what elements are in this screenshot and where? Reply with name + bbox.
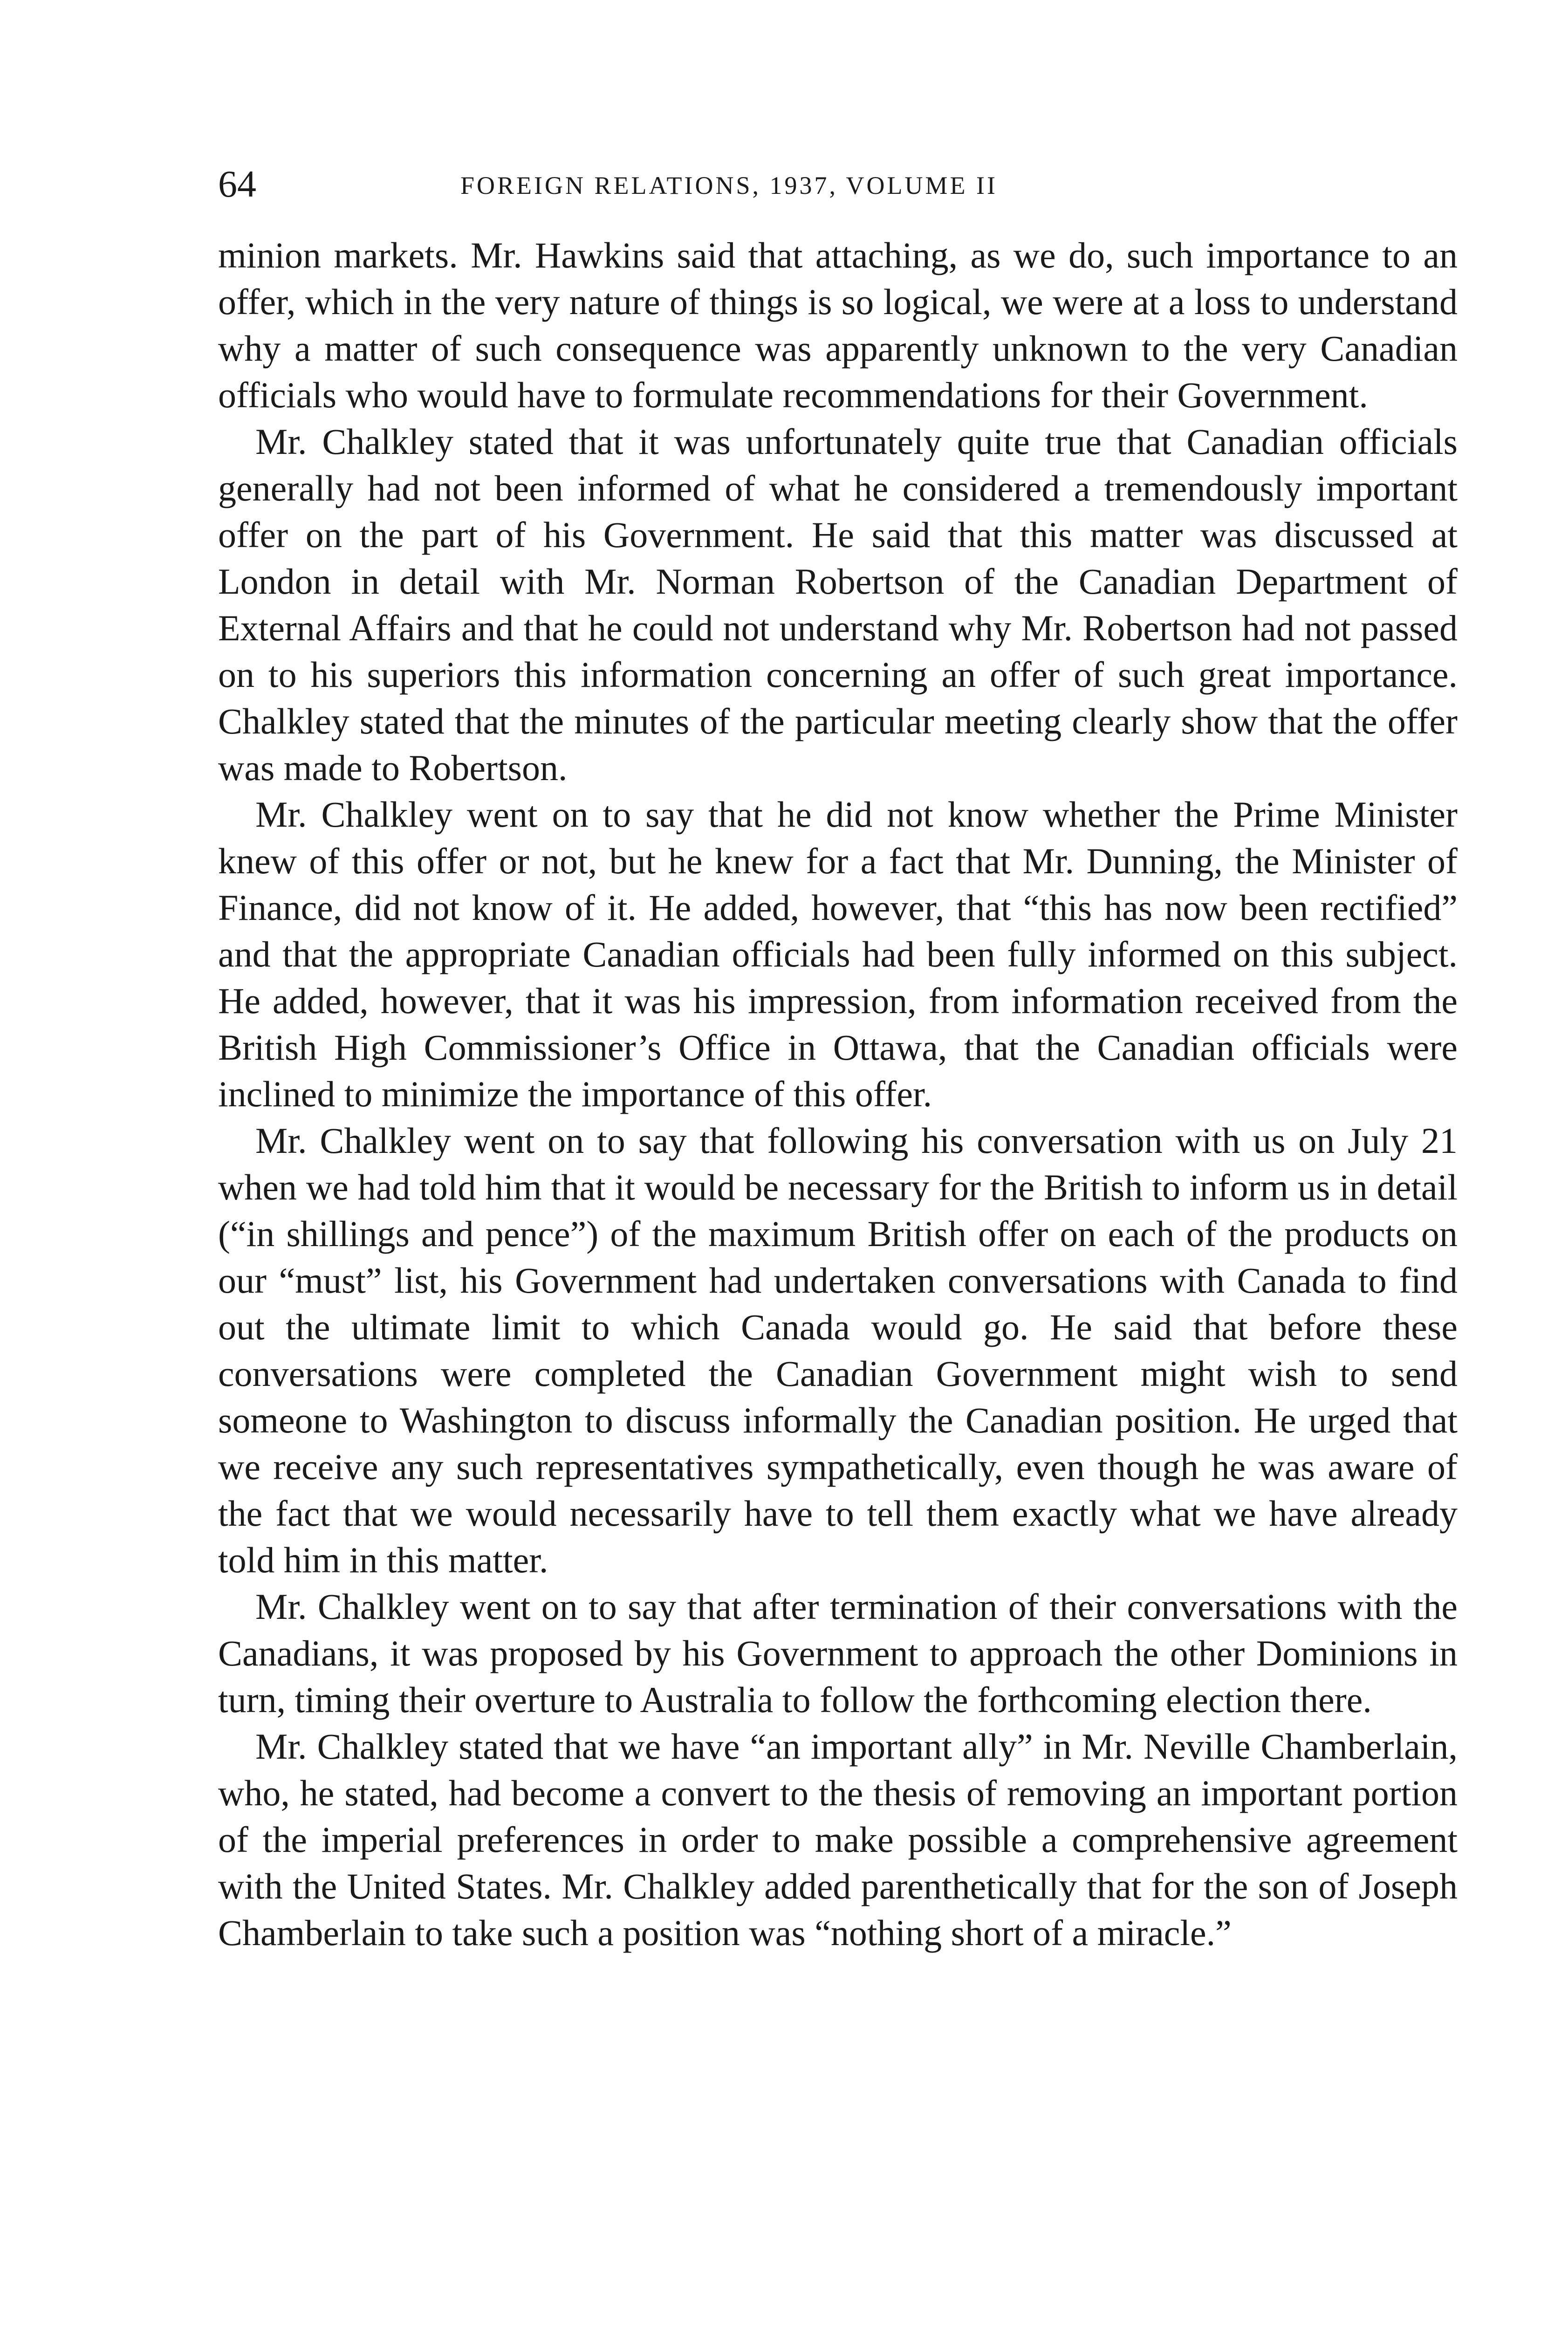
paragraph: Mr. Chalkley went on to say that after termination of their conversations with the Canadians, it was proposed by his Government to approach the other Dominions in turn, timing their overture to Australia to follow the forthcoming election there. [218, 1586, 1458, 1720]
running-title: FOREIGN RELATIONS, 1937, VOLUME II [460, 171, 998, 199]
body-text [218, 232, 1458, 1956]
running-head [218, 163, 1458, 205]
paragraph: Mr. Chalkley went on to say that he did not know whether the Prime Minister knew of this offer or not, but he knew for a fact that Mr. Dunning, the Minister of Finance, did not know of it. He added, however, that “this has now been rectified” and that the appropriate Canadian officials had been fully informed on this subject. He added, however, that it was his impression, from information received from the British High Commissioner’s Office in Ottawa, that the Canadian officials were inclined to minimize the importance of this offer. [218, 794, 1458, 1114]
page-number: 64 [218, 163, 256, 205]
paragraph-continued: minion markets. Mr. Hawkins said that attaching, as we do, such importance to an offer, which in the very nature of things is so logical, we were at a loss to understand why a matter of such consequence was apparently unknown to the very Canadian officials who would have to formulate recommendations for their Government. [218, 235, 1458, 415]
paragraph: Mr. Chalkley stated that we have “an important ally” in Mr. Neville Chamberlain, who, he stated, had become a convert to the thesis of removing an important portion of the imperial preferences in order to make possible a comprehensive agreement with the United States. Mr. Chalkley added parenthetically that for the son of Joseph Chamberlain to take such a position was “nothing short of a miracle.” [218, 1726, 1458, 1953]
paragraph: Mr. Chalkley stated that it was unfortunately quite true that Canadian officials generally had not been informed of what he considered a tremendously important offer on the part of his Government. He said that this matter was discussed at London in detail with Mr. Norman Robertson of the Canadian Department of External Affairs and that he could not understand why Mr. Robertson had not passed on to his superiors this information concerning an offer of such great importance. Chalkley stated that the minutes of the particular meeting clearly show that the offer was made to Robertson. [218, 421, 1458, 788]
paragraph: Mr. Chalkley went on to say that following his conversation with us on July 21 when we had told him that it would be necessary for the British to inform us in detail (“in shillings and pence”) of the maximum British offer on each of the products on our “must” list, his Government had undertaken conversations with Canada to find out the ultimate limit to which Canada would go. He said that before these conversations were completed the Canadian Government might wish to send someone to Washington to discuss informally the Canadian position. He urged that we receive any such representatives sympathetically, even though he was aware of the fact that we would necessarily have to tell them exactly what we have already told him in this matter. [218, 1120, 1458, 1580]
